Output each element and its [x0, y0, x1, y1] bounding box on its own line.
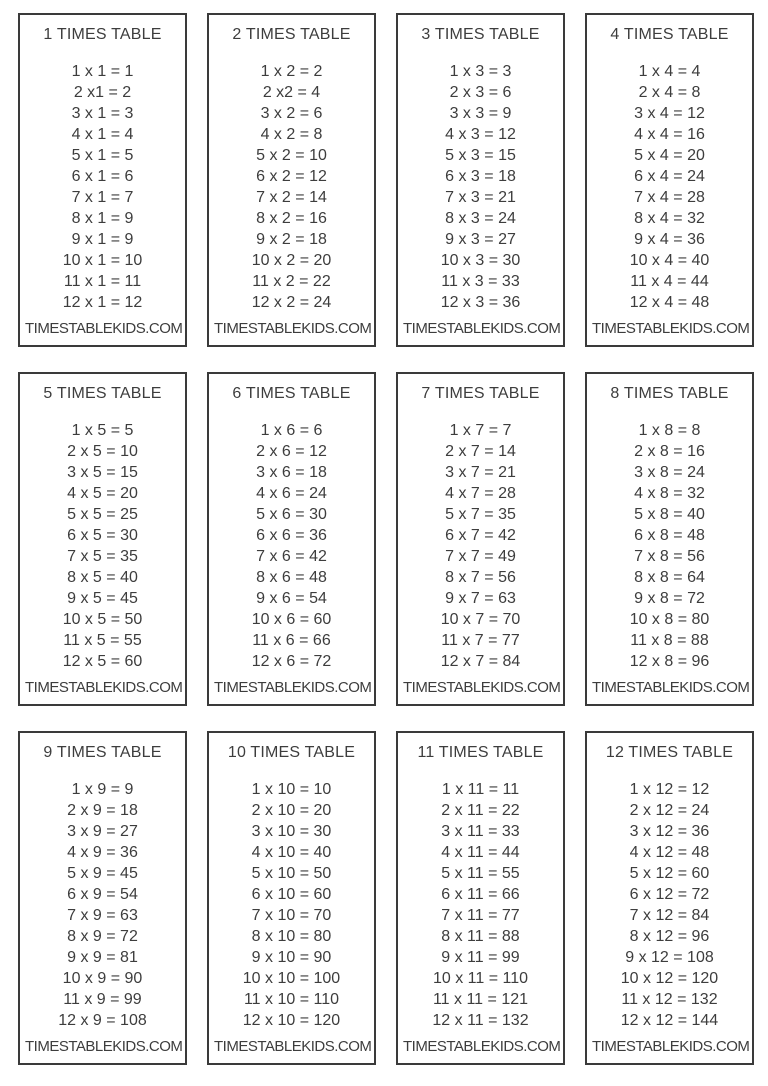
equation-row: 3 x 9 = 27 — [67, 823, 138, 840]
equation-row: 1 x 5 = 5 — [71, 422, 134, 439]
equation-row: 9 x 11 = 99 — [441, 949, 520, 966]
equation-row: 1 x 2 = 2 — [260, 63, 323, 80]
equation-row: 9 x 2 = 18 — [256, 231, 327, 248]
equation-row: 5 x 6 = 30 — [256, 506, 327, 523]
equation-row: 5 x 12 = 60 — [629, 865, 710, 882]
equation-row: 10 x 8 = 80 — [629, 611, 710, 628]
equation-row: 5 x 4 = 20 — [634, 147, 705, 164]
equation-row: 2 x 5 = 10 — [67, 443, 138, 460]
equation-row: 3 x 6 = 18 — [256, 464, 327, 481]
equation-row: 12 x 8 = 96 — [629, 653, 710, 670]
card-title: 11 TIMES TABLE — [417, 744, 544, 761]
equation-row: 1 x 9 = 9 — [71, 781, 134, 798]
equation-row: 5 x 9 = 45 — [67, 865, 138, 882]
equation-list — [252, 420, 332, 672]
equation-row: 4 x 8 = 32 — [634, 485, 705, 502]
equation-row: 9 x 7 = 63 — [445, 590, 516, 607]
equation-row: 11 x 6 = 66 — [252, 632, 331, 649]
equation-row: 11 x 3 = 33 — [441, 273, 520, 290]
card-title: 7 TIMES TABLE — [421, 385, 540, 402]
equation-list — [621, 779, 718, 1031]
equation-row: 4 x 7 = 28 — [445, 485, 516, 502]
card-footer-brand: TIMESTABLEKIDS.COM — [25, 320, 183, 337]
card-footer-brand: TIMESTABLEKIDS.COM — [25, 1038, 183, 1055]
equation-row: 8 x 7 = 56 — [445, 569, 516, 586]
equation-row: 11 x 7 = 77 — [441, 632, 520, 649]
equation-row: 6 x 2 = 12 — [256, 168, 327, 185]
equation-row: 12 x 10 = 120 — [242, 1012, 341, 1029]
card-footer-brand: TIMESTABLEKIDS.COM — [403, 679, 561, 696]
equation-row: 8 x 12 = 96 — [629, 928, 710, 945]
equation-row: 12 x 7 = 84 — [440, 653, 521, 670]
equation-row: 3 x 4 = 12 — [634, 105, 705, 122]
equation-row: 10 x 3 = 30 — [440, 252, 521, 269]
card-title: 4 TIMES TABLE — [610, 26, 729, 43]
equation-row: 9 x 10 = 90 — [251, 949, 332, 966]
card-footer-brand: TIMESTABLEKIDS.COM — [214, 679, 372, 696]
equation-row: 7 x 1 = 7 — [71, 189, 134, 206]
equation-row: 8 x 2 = 16 — [256, 210, 327, 227]
equation-row: 11 x 1 = 11 — [63, 273, 142, 290]
equation-row: 7 x 11 = 77 — [441, 907, 520, 924]
equation-row: 3 x 2 = 6 — [260, 105, 323, 122]
equation-row: 10 x 2 = 20 — [251, 252, 332, 269]
equation-row: 7 x 7 = 49 — [445, 548, 516, 565]
equation-row: 2 x 7 = 14 — [445, 443, 516, 460]
times-table-card — [585, 372, 754, 706]
equation-row: 9 x 12 = 108 — [625, 949, 714, 966]
times-table-card — [585, 13, 754, 347]
equation-row: 6 x 10 = 60 — [251, 886, 332, 903]
equation-list — [58, 779, 147, 1031]
equation-row: 10 x 1 = 10 — [62, 252, 143, 269]
equation-row: 12 x 11 = 132 — [432, 1012, 529, 1029]
equation-row: 6 x 4 = 24 — [634, 168, 705, 185]
equation-row: 6 x 1 = 6 — [71, 168, 134, 185]
equation-row: 7 x 3 = 21 — [445, 189, 516, 206]
card-title: 5 TIMES TABLE — [43, 385, 162, 402]
equation-row: 2 x 8 = 16 — [634, 443, 705, 460]
equation-row: 7 x 2 = 14 — [256, 189, 327, 206]
equation-row: 10 x 6 = 60 — [251, 611, 332, 628]
equation-row: 11 x 4 = 44 — [630, 273, 709, 290]
times-table-card — [585, 731, 754, 1065]
equation-row: 10 x 11 = 110 — [432, 970, 529, 987]
equation-row: 6 x 7 = 42 — [445, 527, 516, 544]
equation-row: 7 x 5 = 35 — [67, 548, 138, 565]
equation-row: 7 x 4 = 28 — [634, 189, 705, 206]
equation-row: 4 x 2 = 8 — [260, 126, 323, 143]
equation-row: 1 x 8 = 8 — [638, 422, 701, 439]
equation-row: 5 x 7 = 35 — [445, 506, 516, 523]
equation-row: 9 x 5 = 45 — [67, 590, 138, 607]
equation-row: 3 x 8 = 24 — [634, 464, 705, 481]
equation-row: 4 x 4 = 16 — [634, 126, 705, 143]
equation-list — [630, 420, 710, 672]
equation-row: 1 x 12 = 12 — [629, 781, 710, 798]
equation-row: 3 x 5 = 15 — [67, 464, 138, 481]
equation-row: 5 x 1 = 5 — [71, 147, 134, 164]
equation-row: 5 x 2 = 10 — [256, 147, 327, 164]
equation-row: 12 x 1 = 12 — [62, 294, 143, 311]
times-table-card — [18, 13, 187, 347]
equation-row: 9 x 6 = 54 — [256, 590, 327, 607]
equation-row: 4 x 6 = 24 — [256, 485, 327, 502]
equation-row: 9 x 9 = 81 — [67, 949, 138, 966]
equation-row: 11 x 2 = 22 — [252, 273, 331, 290]
equation-row: 8 x 6 = 48 — [256, 569, 327, 586]
equation-row: 11 x 5 = 55 — [63, 632, 142, 649]
equation-row: 11 x 11 = 121 — [432, 991, 529, 1008]
equation-row: 11 x 8 = 88 — [630, 632, 709, 649]
equation-row: 1 x 3 = 3 — [449, 63, 512, 80]
equation-row: 10 x 12 = 120 — [620, 970, 719, 987]
equation-row: 10 x 4 = 40 — [629, 252, 710, 269]
equation-row: 2 x 11 = 22 — [441, 802, 520, 819]
equation-row: 2 x 6 = 12 — [256, 443, 327, 460]
equation-row: 2 x 4 = 8 — [638, 84, 701, 101]
equation-row: 2 x2 = 4 — [262, 84, 321, 101]
equation-row: 12 x 3 = 36 — [440, 294, 521, 311]
card-footer-brand: TIMESTABLEKIDS.COM — [214, 1038, 372, 1055]
equation-row: 10 x 5 = 50 — [62, 611, 143, 628]
equation-row: 5 x 3 = 15 — [445, 147, 516, 164]
equation-row: 10 x 7 = 70 — [440, 611, 521, 628]
equation-row: 6 x 6 = 36 — [256, 527, 327, 544]
times-table-card — [18, 731, 187, 1065]
times-table-card — [207, 372, 376, 706]
equation-row: 10 x 9 = 90 — [62, 970, 143, 987]
equation-row: 3 x 3 = 9 — [449, 105, 512, 122]
card-footer-brand: TIMESTABLEKIDS.COM — [403, 1038, 561, 1055]
card-title: 12 TIMES TABLE — [605, 744, 734, 761]
card-title: 1 TIMES TABLE — [43, 26, 162, 43]
equation-row: 8 x 5 = 40 — [67, 569, 138, 586]
card-footer-brand: TIMESTABLEKIDS.COM — [592, 320, 750, 337]
equation-row: 8 x 10 = 80 — [251, 928, 332, 945]
equation-row: 8 x 8 = 64 — [634, 569, 705, 586]
card-footer-brand: TIMESTABLEKIDS.COM — [592, 1038, 750, 1055]
equation-list — [432, 779, 528, 1031]
equation-row: 1 x 6 = 6 — [260, 422, 323, 439]
equation-row: 3 x 7 = 21 — [445, 464, 516, 481]
equation-row: 5 x 5 = 25 — [67, 506, 138, 523]
equation-row: 4 x 3 = 12 — [445, 126, 516, 143]
equation-row: 8 x 3 = 24 — [445, 210, 516, 227]
equation-row: 5 x 8 = 40 — [634, 506, 705, 523]
equation-row: 9 x 8 = 72 — [634, 590, 705, 607]
equation-row: 7 x 12 = 84 — [629, 907, 710, 924]
times-table-card — [396, 13, 565, 347]
equation-row: 12 x 4 = 48 — [629, 294, 710, 311]
equation-list — [63, 61, 143, 313]
times-table-card — [18, 372, 187, 706]
equation-row: 2 x 10 = 20 — [251, 802, 332, 819]
equation-row: 7 x 9 = 63 — [67, 907, 138, 924]
equation-list — [63, 420, 143, 672]
equation-row: 9 x 3 = 27 — [445, 231, 516, 248]
equation-row: 7 x 6 = 42 — [256, 548, 327, 565]
times-table-card — [207, 731, 376, 1065]
equation-row: 10 x 10 = 100 — [242, 970, 341, 987]
equation-row: 4 x 5 = 20 — [67, 485, 138, 502]
equation-row: 12 x 9 = 108 — [58, 1012, 147, 1029]
equation-row: 8 x 1 = 9 — [71, 210, 134, 227]
equation-row: 6 x 8 = 48 — [634, 527, 705, 544]
equation-row: 1 x 4 = 4 — [638, 63, 701, 80]
card-footer-brand: TIMESTABLEKIDS.COM — [403, 320, 561, 337]
card-title: 6 TIMES TABLE — [232, 385, 351, 402]
equation-row: 8 x 4 = 32 — [634, 210, 705, 227]
card-title: 10 TIMES TABLE — [227, 744, 356, 761]
equation-row: 3 x 11 = 33 — [441, 823, 520, 840]
equation-row: 8 x 9 = 72 — [67, 928, 138, 945]
equation-row: 5 x 10 = 50 — [251, 865, 332, 882]
equation-row: 4 x 1 = 4 — [71, 126, 134, 143]
card-title: 2 TIMES TABLE — [232, 26, 351, 43]
equation-row: 11 x 9 = 99 — [63, 991, 142, 1008]
equation-row: 4 x 11 = 44 — [441, 844, 520, 861]
equation-row: 2 x 12 = 24 — [629, 802, 710, 819]
equation-row: 2 x1 = 2 — [73, 84, 132, 101]
equation-row: 9 x 1 = 9 — [71, 231, 134, 248]
equation-row: 12 x 5 = 60 — [62, 653, 143, 670]
times-table-card — [396, 372, 565, 706]
card-title: 3 TIMES TABLE — [421, 26, 540, 43]
equation-row: 6 x 9 = 54 — [67, 886, 138, 903]
equation-row: 4 x 9 = 36 — [67, 844, 138, 861]
equation-row: 5 x 11 = 55 — [441, 865, 520, 882]
equation-row: 12 x 6 = 72 — [251, 653, 332, 670]
card-footer-brand: TIMESTABLEKIDS.COM — [25, 679, 183, 696]
equation-list — [441, 420, 521, 672]
card-title: 8 TIMES TABLE — [610, 385, 729, 402]
equation-row: 6 x 5 = 30 — [67, 527, 138, 544]
equation-row: 3 x 1 = 3 — [71, 105, 134, 122]
equation-list — [252, 61, 332, 313]
equation-row: 8 x 11 = 88 — [441, 928, 520, 945]
equation-row: 2 x 9 = 18 — [67, 802, 138, 819]
equation-row: 6 x 12 = 72 — [629, 886, 710, 903]
equation-row: 7 x 10 = 70 — [251, 907, 332, 924]
equation-row: 1 x 11 = 11 — [441, 781, 520, 798]
equation-row: 6 x 3 = 18 — [445, 168, 516, 185]
equation-row: 11 x 10 = 110 — [243, 991, 340, 1008]
times-table-card — [396, 731, 565, 1065]
equation-row: 3 x 12 = 36 — [629, 823, 710, 840]
card-footer-brand: TIMESTABLEKIDS.COM — [214, 320, 372, 337]
equation-row: 9 x 4 = 36 — [634, 231, 705, 248]
equation-list — [630, 61, 710, 313]
equation-row: 1 x 7 = 7 — [449, 422, 512, 439]
equation-row: 11 x 12 = 132 — [621, 991, 718, 1008]
equation-list — [243, 779, 340, 1031]
equation-row: 3 x 10 = 30 — [251, 823, 332, 840]
equation-row: 1 x 10 = 10 — [251, 781, 332, 798]
equation-row: 1 x 1 = 1 — [71, 63, 134, 80]
equation-row: 4 x 10 = 40 — [251, 844, 332, 861]
equation-row: 6 x 11 = 66 — [441, 886, 520, 903]
equation-row: 2 x 3 = 6 — [449, 84, 512, 101]
equation-list — [441, 61, 521, 313]
equation-row: 12 x 12 = 144 — [620, 1012, 719, 1029]
equation-row: 12 x 2 = 24 — [251, 294, 332, 311]
times-table-card — [207, 13, 376, 347]
card-footer-brand: TIMESTABLEKIDS.COM — [592, 679, 750, 696]
card-title: 9 TIMES TABLE — [43, 744, 162, 761]
equation-row: 4 x 12 = 48 — [629, 844, 710, 861]
equation-row: 7 x 8 = 56 — [634, 548, 705, 565]
